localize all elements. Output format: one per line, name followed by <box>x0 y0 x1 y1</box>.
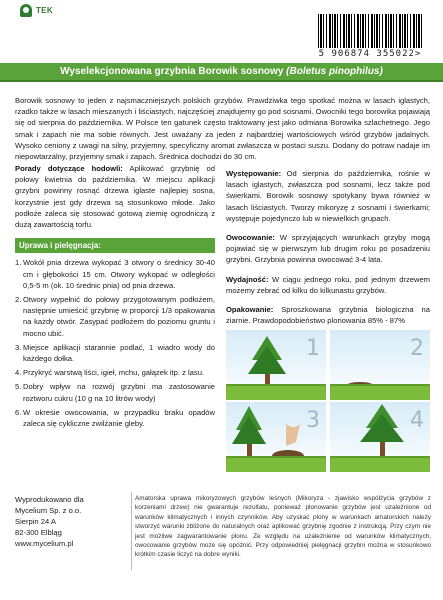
brand-logo <box>20 4 53 17</box>
illustration-panel-3 <box>226 402 326 472</box>
grass <box>226 456 326 472</box>
fruiting-label: Owocowanie: <box>226 233 275 243</box>
list-item: 1. Wokół pnia drzewa wykopać 3 otwory o średnicy 30-40 cm i głębokości 15 cm. Otwory wykopać w odległości 0,5-5 m (ok. 10 średnic pnia) od pnia drzewa. <box>15 258 215 290</box>
intro-paragraph: Borowik sosnowy to jeden z najsmaczniejszych polskich grzybów. Prawdziwka tego spotkać można w lasach iglastych, rzadko także w lasach mieszanych i liściastych, najczęściej znajdujemy go pod sosnami. Owocniki tego borowika pojawiają się od sierpnia do października. W Polsce ten gatunek często traktowany jest jako odmiana Borowika szlachetnego. Jego smak i zapach nie ma sobie równych. Jest uważany za jeden z najbardziej wartościowych wśród grzybów jadalnych. Wysoko ceniony z uwagi na silny, przyjemny, specyficzny aromat zwłaszcza w postaci suszu. Dodany do potraw nadaje im niepowtarzalny, przyjemny smak i zapach. Średnica dochodzi do 30 cm. <box>15 96 430 162</box>
panel-number: 1 <box>306 336 320 361</box>
list-item: 6. W okresie owocowania, w przypadku braku opadów zaleca się cykliczne zwilżanie gleby. <box>15 407 215 429</box>
barcode-number: 5 906874 355022> <box>318 49 422 59</box>
package-section: Opakowanie: Sproszkowana grzybnia biologiczna na ziarnie. Prawdopodobieństwo plonowania 85% - 87% <box>226 305 430 326</box>
list-item: 4. Przykryć warstwą liści, igieł, mchu, gałązek itp. z lasu. <box>15 368 205 378</box>
address-line: Wyprodukowano dla <box>15 495 84 504</box>
footer-divider <box>131 492 132 570</box>
illustration-panel-2 <box>330 330 430 400</box>
banner-title: Wyselekcjonowana grzybnia Borowik sosnowy (Boletus pinophilus) <box>60 66 383 77</box>
producer-address <box>15 494 127 549</box>
occurrence-label: Występowanie: <box>226 169 282 178</box>
grass <box>330 384 430 400</box>
occurrence-section: Występowanie: Od sierpnia do października, rośnie w lasach iglastych, zwłaszcza pod sosnami, lecz także pod świerkami. Borowik sosnowy spotykany bywa również w lasach liściastych. Tworzy mikoryzę z sosnami i świerkami; występuje pojedynczo lub w niewielkich grupach. <box>226 169 430 223</box>
disclaimer-text: Amatorska uprawa mikoryzowych grzybów leśnych (Mikoryza - zjawisko współżycia grzybów z korzeniami drzew) nie gwarantuje rezultatu, ponieważ plonowanie grzybów jest uzależnione od warunków klimatycznych i innych czynników. Aby uzyskać plony w warunkach amatorskich należy stworzyć warunki zbliżone do naturalnych oraz aplikować grzybnię zgodnie z instrukcją. Przy czym nie jest możliwe zagwarantowanie plonu. Ze względu na uzależnienie od warunków klimatycznych, owocowanie grzybów może się opóźnić. Przy odpowiedniej pielęgnacji grzybni można w stosunkowo krótkim czasie liczyć na dobre wyniki. <box>135 495 431 559</box>
left-column <box>15 163 215 431</box>
address-line: Mycelium Sp. z o.o. <box>15 506 82 515</box>
care-section-heading: Uprawa i pielęgnacja: <box>15 238 215 253</box>
website-link[interactable]: www.mycelium.pl <box>15 539 74 548</box>
leaf-logo-icon <box>20 4 32 17</box>
panel-number: 3 <box>306 408 320 433</box>
panel-number: 4 <box>410 408 424 433</box>
list-item: 2. Otwory wypełnić do połowy przygotowanym podłożem, następnie umieścić grzybnię w proporcji 1/3 opakowania na każdy otwór. Zasypać podłożem do poziomu gruntu i mocno ubić. <box>15 295 215 338</box>
panel-number: 2 <box>410 336 424 361</box>
barcode-bars <box>318 14 424 48</box>
title-banner <box>0 63 443 82</box>
planting-illustration <box>226 330 430 472</box>
address-line: 82-300 Elbląg <box>15 528 62 537</box>
care-steps-list <box>15 256 215 431</box>
yield-section: Wydajność: W ciągu jednego roku, pod jednym drzewem możemy zebrać od kilku do kilkunastu grzybów. <box>226 274 430 295</box>
planting-advice-label: Porady dotyczące hodowli: <box>15 164 123 173</box>
package-label: Opakowanie: <box>226 305 274 315</box>
illustration-panel-1 <box>226 330 326 400</box>
brand-logo-text: TEK <box>36 6 53 15</box>
illustration-panel-4 <box>330 402 430 472</box>
barcode <box>310 14 430 60</box>
address-line: Sierpin 24 A <box>15 517 56 526</box>
list-item: 3. Miejsce aplikacji starannie podlać, 1 wiadro wody do każdego dołka. <box>15 342 215 364</box>
yield-label: Wydajność: <box>226 274 269 284</box>
planting-advice: Porady dotyczące hodowli: Aplikować grzybnię od połowy kwietnia do października. W miejscu aplikacji grzybni powinny rosnąć drzewa iglaste najlepiej sosna, korzystnie jest gdy drzewa są stosunkowo młode. Jako podłoże zaleca się stosować gotową ziemię ogrodniczą z dużą zawartością torfu. <box>15 164 215 230</box>
grass <box>226 384 326 400</box>
list-item: 5. Dobry wpływ na rozwój grzybni ma zastosowanie roztworu cukru (10 g na 10 litrów wody) <box>15 382 215 403</box>
right-column <box>226 168 430 334</box>
banner-latin-name: (Boletus pinophilus) <box>286 66 383 77</box>
grass <box>330 456 430 472</box>
fruiting-section: Owocowanie: W sprzyjających warunkach grzyby mogą pojawiać się w pierwszym lub drugim roku po posadzeniu grzybni. Grzybnia powinna owocować 3-4 lata. <box>226 233 430 265</box>
